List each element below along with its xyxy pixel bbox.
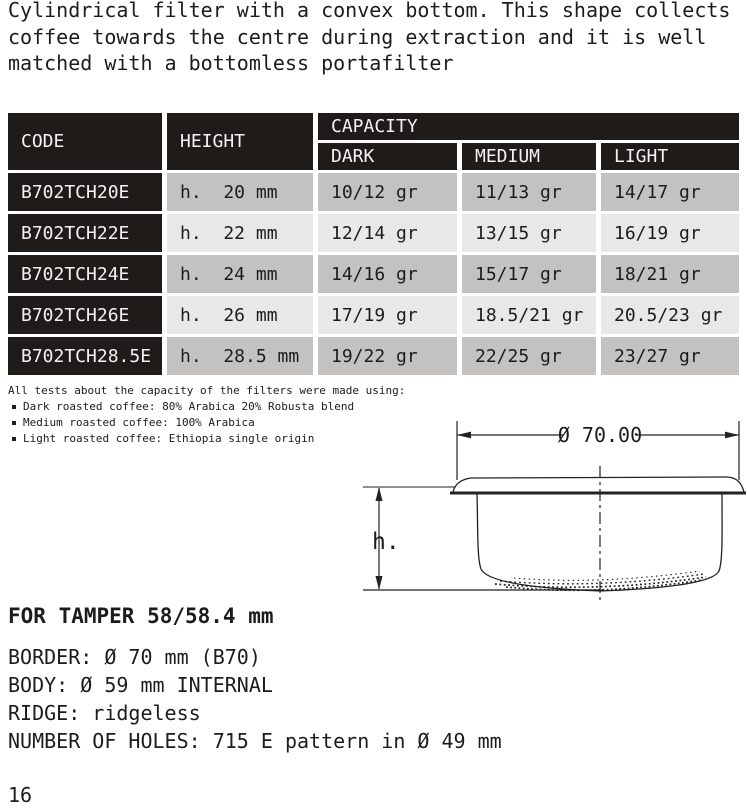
code-cell: B702TCH20E bbox=[8, 173, 162, 211]
height-dimension-label: h. bbox=[372, 529, 400, 555]
capacity-dark-cell: 14/16 gr bbox=[318, 255, 457, 293]
spec-border: BORDER: Ø 70 mm (B70) bbox=[8, 645, 261, 669]
capacity-dark-cell: 12/14 gr bbox=[318, 214, 457, 252]
capacity-light-cell: 18/21 gr bbox=[601, 255, 739, 293]
spec-ridge: RIDGE: ridgeless bbox=[8, 701, 201, 725]
code-cell: B702TCH22E bbox=[8, 214, 162, 252]
height-cell: h. 24 mm bbox=[167, 255, 313, 293]
column-header-dark: DARK bbox=[318, 143, 457, 170]
capacity-table bbox=[8, 113, 739, 375]
note-item-dark bbox=[8, 399, 405, 415]
code-cell: B702TCH24E bbox=[8, 255, 162, 293]
perforation-dots bbox=[495, 571, 706, 590]
bullet-icon bbox=[12, 437, 16, 441]
code-cell: B702TCH28.5E bbox=[8, 337, 162, 375]
note-text: Dark roasted coffee: 80% Arabica 20% Robusta blend bbox=[23, 400, 355, 413]
code-cell: B702TCH26E bbox=[8, 296, 162, 334]
spec-body: BODY: Ø 59 mm INTERNAL bbox=[8, 673, 273, 697]
diameter-dimension-line bbox=[457, 421, 739, 480]
filter-rim bbox=[450, 477, 746, 493]
filter-outline bbox=[477, 494, 722, 591]
spec-holes: NUMBER OF HOLES: 715 E pattern in Ø 49 mm bbox=[8, 729, 502, 753]
height-cell: h. 26 mm bbox=[167, 296, 313, 334]
column-header-light: LIGHT bbox=[601, 143, 739, 170]
note-text: Medium roasted coffee: 100% Arabica bbox=[23, 416, 255, 429]
capacity-dark-cell: 19/22 gr bbox=[318, 337, 457, 375]
note-item-medium bbox=[8, 415, 405, 431]
capacity-dark-cell: 10/12 gr bbox=[318, 173, 457, 211]
capacity-medium-cell: 18.5/21 gr bbox=[462, 296, 596, 334]
capacity-test-notes bbox=[8, 383, 405, 447]
intro-line: coffee towards the centre during extraction and it is well bbox=[8, 24, 707, 49]
height-cell: h. 20 mm bbox=[167, 173, 313, 211]
capacity-medium-cell: 13/15 gr bbox=[462, 214, 596, 252]
column-header-capacity: CAPACITY bbox=[318, 113, 739, 140]
diameter-dimension-label: Ø 70.00 bbox=[557, 423, 643, 447]
capacity-light-cell: 14/17 gr bbox=[601, 173, 739, 211]
note-item-light bbox=[8, 431, 405, 447]
filter-specs bbox=[8, 643, 502, 755]
intro-paragraph bbox=[8, 0, 730, 77]
bullet-icon bbox=[12, 421, 16, 425]
capacity-medium-cell: 11/13 gr bbox=[462, 173, 596, 211]
capacity-dark-cell: 17/19 gr bbox=[318, 296, 457, 334]
column-header-height: HEIGHT bbox=[167, 113, 313, 170]
capacity-light-cell: 23/27 gr bbox=[601, 337, 739, 375]
capacity-medium-cell: 15/17 gr bbox=[462, 255, 596, 293]
height-dimension-line bbox=[363, 487, 604, 590]
height-cell: h. 22 mm bbox=[167, 214, 313, 252]
bullet-icon bbox=[12, 405, 16, 409]
notes-intro: All tests about the capacity of the filters were made using: bbox=[8, 384, 406, 397]
intro-line: Cylindrical filter with a convex bottom. This shape collects bbox=[8, 0, 731, 22]
capacity-light-cell: 20.5/23 gr bbox=[601, 296, 739, 334]
tamper-spec-title: FOR TAMPER 58/58.4 mm bbox=[8, 604, 274, 628]
height-cell: h. 28.5 mm bbox=[167, 337, 313, 375]
intro-line: matched with a bottomless portafilter bbox=[8, 51, 454, 75]
note-text: Light roasted coffee: Ethiopia single origin bbox=[23, 432, 315, 445]
capacity-light-cell: 16/19 gr bbox=[601, 214, 739, 252]
capacity-medium-cell: 22/25 gr bbox=[462, 337, 596, 375]
column-header-code: CODE bbox=[8, 113, 162, 170]
page-number: 16 bbox=[8, 783, 33, 807]
column-header-medium: MEDIUM bbox=[462, 143, 596, 170]
